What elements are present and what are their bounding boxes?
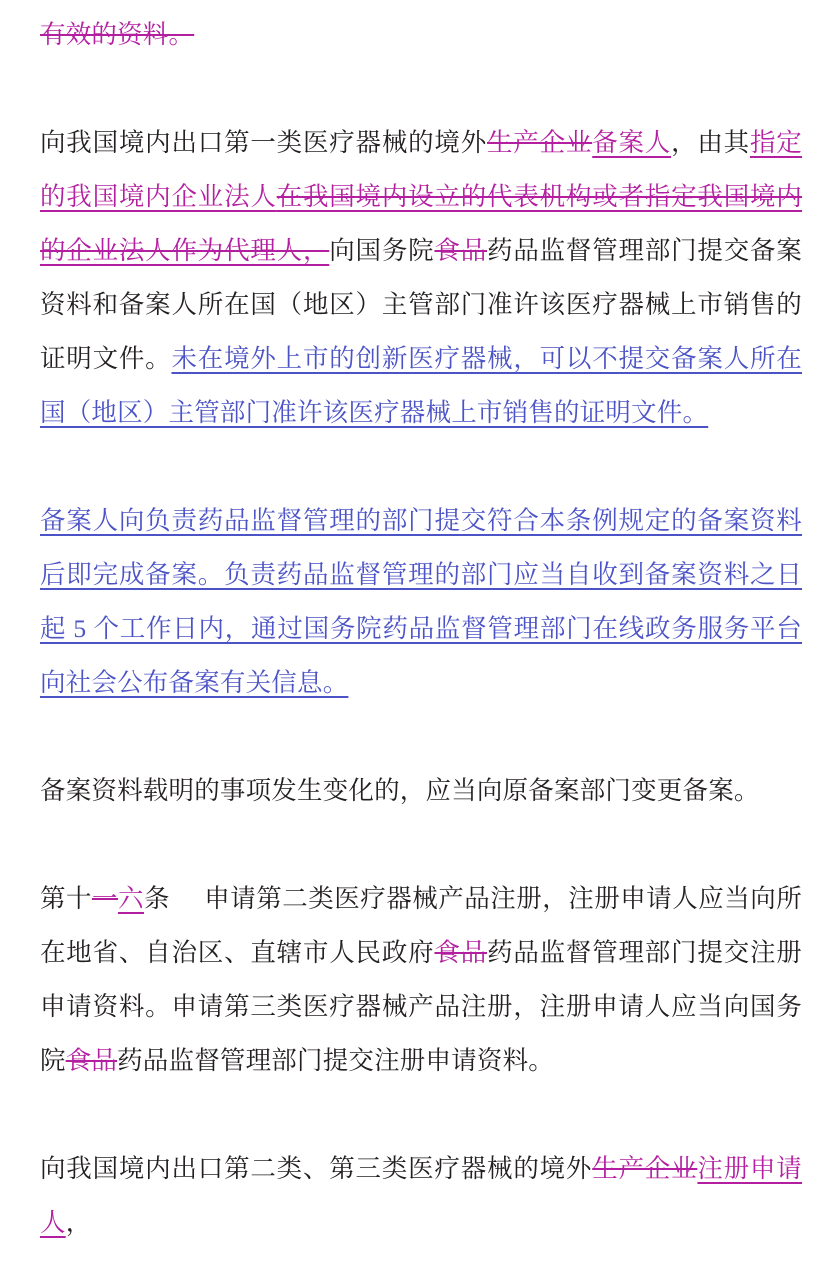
text-run: 药品监督管理部门提交注册申请资料。: [117, 1046, 555, 1075]
revision-deleted-text: 生产企业: [592, 1154, 698, 1183]
revision-inserted-text: 注册申请人: [40, 1154, 802, 1237]
document-body: [40, 8, 802, 1250]
paragraph-continuation: [40, 8, 802, 62]
revision-inserted-text: 备案人向负责药品监督管理的部门提交符合本条例规定的备案资料后即完成备案。负责药品监督管理的部门应当自收到备案资料之日起 5 个工作日内，通过国务院药品监督管理部门在线政务服务平台向社会公布备案有关信息。: [40, 506, 802, 697]
revision-inserted-text: 备案人: [592, 128, 672, 157]
revision-inserted-text: 未在境外上市的创新医疗器械，可以不提交备案人所在国（地区）主管部门准许该医疗器械上市销售的证明文件。: [40, 344, 802, 427]
text-run: 向国务院: [329, 236, 435, 265]
revision-deleted-text: 食品: [434, 236, 488, 265]
revision-deleted-text: 食品: [65, 1046, 118, 1075]
paragraph-export-class23: [40, 1142, 802, 1250]
text-run: 药品监督管理部门提交注册申请资料。申请第三类医疗器械产品注册，注册申请人应当向国务院: [40, 938, 802, 1075]
paragraph-change-filing: [40, 764, 802, 818]
revision-inserted-text: 指定的我国境内企业法人: [40, 128, 802, 211]
paragraph-filing-complete: [40, 494, 802, 710]
text-run: ，由其: [671, 128, 750, 157]
paragraph-spacer: [40, 440, 802, 494]
text-run: 备案资料载明的事项发生变化的，应当向原备案部门变更备案。: [40, 776, 760, 805]
paragraph-spacer: [40, 62, 802, 116]
text-run: 第十: [40, 884, 92, 913]
text-run: 向我国境内出口第二类、第三类医疗器械的境外: [40, 1154, 593, 1183]
revision-deleted-text: 生产企业: [487, 128, 593, 157]
revision-deleted-text: 食品: [434, 938, 488, 967]
paragraph-export-class1: [40, 116, 802, 440]
revision-deleted-text: 有效的资料。: [40, 20, 195, 49]
text-run: 条: [144, 884, 170, 913]
text-run: ，: [65, 1208, 92, 1237]
paragraph-spacer: [40, 1088, 802, 1142]
text-run: 药品监督管理部门提交备案资料和备案人所在国（地区）主管部门准许该医疗器械上市销售的证明文件。: [40, 236, 802, 373]
revision-deleted-text: 在我国境内设立的代表机构或者指定我国境内的企业法人作为代理人，: [40, 182, 802, 265]
paragraph-article-16: [40, 872, 802, 1088]
text-run: 向我国境内出口第一类医疗器械的境外: [40, 128, 488, 157]
revision-inserted-text: 六: [118, 884, 144, 913]
revision-deleted-text: 一: [92, 884, 118, 913]
text-run: 申请第二类医疗器械产品注册，注册申请人应当向所在地省、自治区、直辖市人民政府: [40, 884, 802, 967]
paragraph-spacer: [40, 710, 802, 764]
paragraph-spacer: [40, 818, 802, 872]
